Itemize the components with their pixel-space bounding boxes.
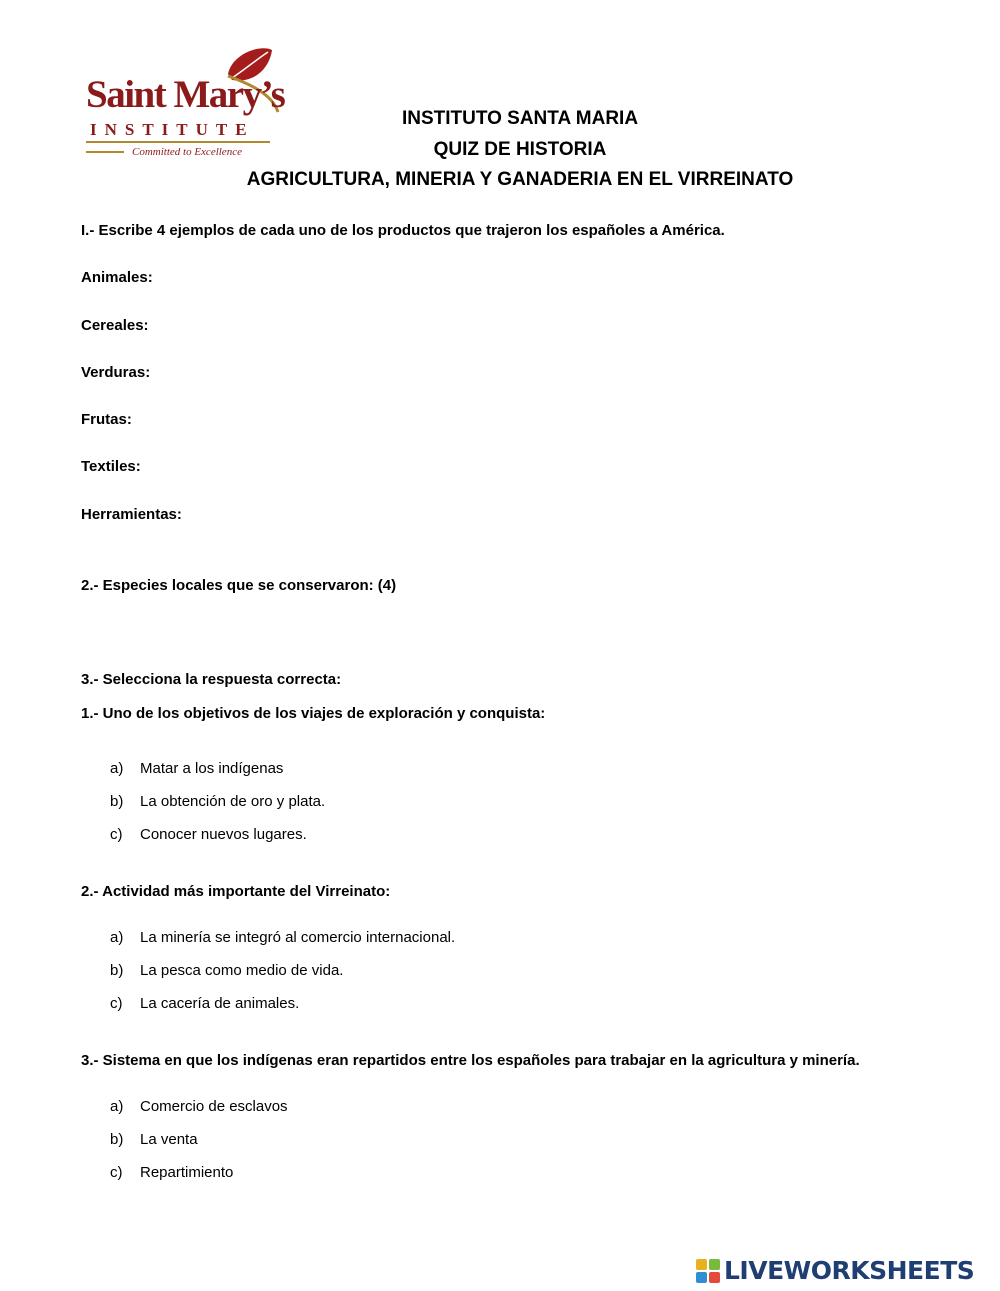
header-quiz-title: QUIZ DE HISTORIA (433, 139, 607, 160)
q3-option-b[interactable] (110, 1131, 198, 1148)
option-text: La cacería de animales. (140, 995, 300, 1012)
option-letter: a) (110, 760, 124, 777)
option-text: Comercio de esclavos (140, 1098, 288, 1115)
option-text: Conocer nuevos lugares. (140, 826, 307, 843)
option-letter: a) (110, 929, 124, 946)
option-letter: c) (110, 995, 123, 1012)
option-letter: b) (110, 793, 124, 810)
question-1: 1.- Uno de los objetivos de los viajes de exploración y conquista: (81, 705, 546, 722)
header-school-name: INSTITUTO SANTA MARIA (401, 108, 639, 129)
option-text: La pesca como medio de vida. (140, 962, 344, 979)
option-text: Matar a los indígenas (140, 760, 284, 777)
section2-prompt: 2.- Especies locales que se conservaron: (4) (81, 577, 397, 594)
item-textiles: Textiles: (81, 458, 141, 475)
item-verduras: Verduras: (81, 364, 151, 381)
liveworksheets-logo-icon (696, 1259, 720, 1283)
item-frutas: Frutas: (81, 411, 132, 428)
item-cereales: Cereales: (81, 317, 149, 334)
q1-option-b[interactable] (110, 793, 325, 810)
option-text: La minería se integró al comercio internacional. (140, 929, 456, 946)
q1-option-c[interactable] (110, 826, 307, 843)
q2-option-b[interactable] (110, 962, 343, 979)
q3-option-a[interactable] (110, 1098, 288, 1115)
q2-option-c[interactable] (110, 995, 299, 1012)
q3-option-c[interactable] (110, 1164, 233, 1181)
logo-institute: INSTITUTE (90, 120, 255, 139)
watermark-text: LIVEWORKSHEETS (724, 1256, 975, 1285)
option-text: La obtención de oro y plata. (140, 793, 326, 810)
q1-option-a[interactable] (110, 760, 283, 777)
logo-name: Saint Mary’s (86, 73, 285, 116)
q2-option-a[interactable] (110, 929, 455, 946)
option-text: Repartimiento (140, 1164, 234, 1181)
section1-prompt: I.- Escribe 4 ejemplos de cada uno de los productos que trajeron los españoles a América. (81, 222, 725, 239)
option-letter: c) (110, 1164, 123, 1181)
option-text: La venta (140, 1131, 198, 1148)
option-letter: a) (110, 1098, 124, 1115)
question-2: 2.- Actividad más importante del Virreinato: (81, 883, 391, 900)
item-herramientas: Herramientas: (81, 506, 182, 523)
item-animales: Animales: (81, 269, 153, 286)
option-letter: b) (110, 962, 124, 979)
header-topic: AGRICULTURA, MINERIA Y GANADERIA EN EL VIRREINATO (246, 169, 794, 190)
liveworksheets-watermark (696, 1256, 974, 1286)
section3-prompt: 3.- Selecciona la respuesta correcta: (81, 671, 342, 688)
question-3: 3.- Sistema en que los indígenas eran repartidos entre los españoles para trabajar en la agricultura y minería. (81, 1052, 860, 1069)
option-letter: c) (110, 826, 123, 843)
logo-tagline: Committed to Excellence (132, 146, 242, 158)
option-letter: b) (110, 1131, 124, 1148)
